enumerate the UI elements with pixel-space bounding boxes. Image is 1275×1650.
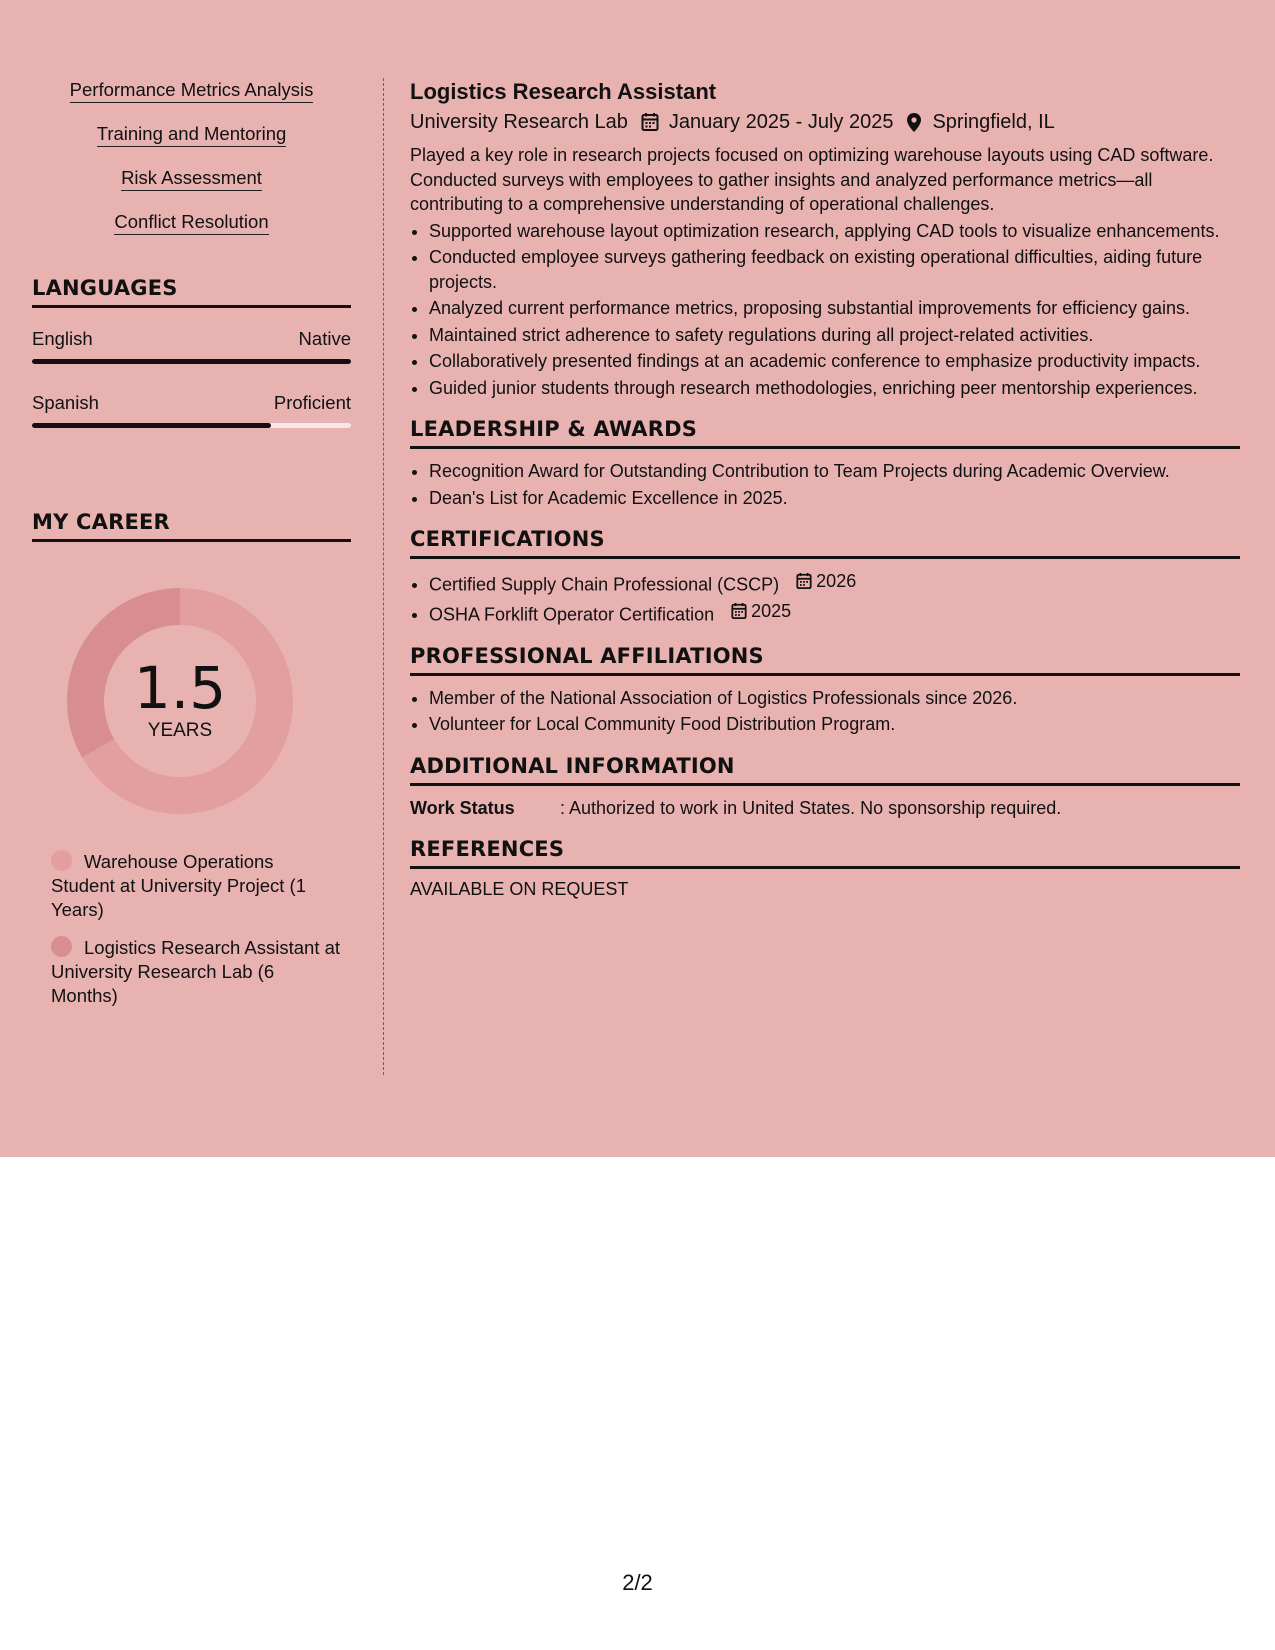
additional-info-section (410, 754, 1240, 820)
leadership-item: • Dean's List for Academic Excellence in 2025. (429, 486, 1240, 511)
job-bullet: • Maintained strict adherence to safety regulations during all project-related activities. (429, 323, 1240, 348)
languages-heading: LANGUAGES (32, 276, 351, 308)
language-bar-fill (32, 359, 351, 364)
career-legend-item (51, 850, 341, 922)
certification-item (429, 569, 1240, 597)
skills-list (32, 78, 351, 235)
affiliations-list (410, 686, 1240, 737)
career-total-years: 1.5 (133, 654, 227, 722)
certification-name: Certified Supply Chain Professional (CSCP) (429, 574, 780, 595)
skill-label: Performance Metrics Analysis (70, 78, 314, 103)
language-name: English (32, 328, 93, 349)
language-item (32, 392, 351, 428)
skill-item (32, 78, 351, 103)
legend-dot (51, 936, 72, 957)
leadership-heading: LEADERSHIP & AWARDS (410, 417, 1240, 449)
job-title: Logistics Research Assistant (410, 79, 717, 104)
references-heading: REFERENCES (410, 837, 1240, 869)
job-description: Played a key role in research projects focused on optimizing warehouse layouts using CAD software. Conducted surveys with employees to gather insights and analyzed performance metrics—all contributing to a comprehensive understanding of operational challenges. (410, 145, 1214, 214)
language-name: Spanish (32, 392, 99, 413)
job-bullet: • Collaboratively presented findings at an academic conference to emphasize productivity impacts. (429, 349, 1240, 374)
work-status-label: Work Status (410, 797, 515, 818)
language-bar (32, 359, 351, 364)
legend-dot (51, 850, 72, 871)
certifications-heading: CERTIFICATIONS (410, 527, 1240, 559)
skill-label: Risk Assessment (121, 166, 262, 191)
calendar-icon (641, 112, 659, 132)
experience-entry (410, 78, 1240, 400)
job-bullet: • Analyzed current performance metrics, proposing substantial improvements for efficiency gains. (429, 296, 1240, 321)
affiliation-item: • Volunteer for Local Community Food Distribution Program. (429, 712, 1240, 737)
skill-label: Training and Mentoring (97, 122, 287, 147)
references-text: AVAILABLE ON REQUEST (410, 878, 629, 899)
language-item (32, 328, 351, 364)
job-bullet: • Supported warehouse layout optimization research, applying CAD tools to visualize enhancements. (429, 219, 1240, 244)
job-bullet: • Conducted employee surveys gathering feedback on existing operational difficulties, aiding future projects. (429, 245, 1240, 294)
skill-item (32, 210, 351, 235)
career-donut (65, 586, 295, 816)
skill-item (32, 122, 351, 147)
career-legend-label: Logistics Research Assistant at University Research Lab (6 Months) (51, 937, 341, 1006)
job-company: University Research Lab (410, 111, 628, 133)
certification-name: OSHA Forklift Operator Certification (429, 604, 715, 624)
location-pin-icon (906, 112, 922, 133)
job-location: Springfield, IL (932, 111, 1055, 133)
language-level: Native (298, 328, 351, 349)
affiliation-item: • Member of the National Association of Logistics Professionals since 2026. (429, 686, 1240, 711)
calendar-icon (731, 602, 747, 620)
certification-item (429, 599, 1240, 627)
career-heading: MY CAREER (32, 510, 351, 542)
language-bar-fill (32, 423, 271, 428)
references-section (410, 837, 1240, 900)
work-status-row (410, 796, 1240, 820)
additional-info-heading: ADDITIONAL INFORMATION (410, 754, 1240, 786)
job-meta (410, 109, 1240, 135)
calendar-icon (796, 572, 812, 590)
career-legend (51, 850, 341, 1008)
right-column (410, 78, 1240, 900)
languages-section (32, 276, 351, 428)
leadership-list (410, 459, 1240, 510)
work-status-value: : Authorized to work in United States. No sponsorship required. (560, 797, 1062, 818)
career-legend-item (51, 936, 341, 1008)
skill-item (32, 166, 351, 191)
page-number: 2/2 (622, 1570, 653, 1595)
language-bar (32, 423, 351, 428)
career-legend-label: Warehouse Operations Student at University Project (1 Years) (51, 851, 306, 920)
certification-year: 2026 (816, 571, 857, 591)
career-total-unit: YEARS (147, 720, 213, 741)
job-dates: January 2025 - July 2025 (668, 111, 894, 133)
column-divider (383, 78, 384, 1075)
certifications-section (410, 527, 1240, 627)
leadership-section (410, 417, 1240, 510)
certifications-list (410, 569, 1240, 627)
language-level: Proficient (273, 392, 351, 413)
skill-label: Conflict Resolution (114, 210, 268, 235)
career-section (32, 510, 351, 1008)
job-bullets (410, 219, 1240, 401)
affiliations-section (410, 644, 1240, 737)
certification-year: 2025 (751, 600, 792, 621)
job-bullet: • Guided junior students through research methodologies, enriching peer mentorship experiences. (429, 376, 1240, 401)
left-column (32, 78, 351, 1022)
leadership-item: • Recognition Award for Outstanding Contribution to Team Projects during Academic Overview. (429, 459, 1240, 484)
affiliations-heading: PROFESSIONAL AFFILIATIONS (410, 644, 1240, 676)
